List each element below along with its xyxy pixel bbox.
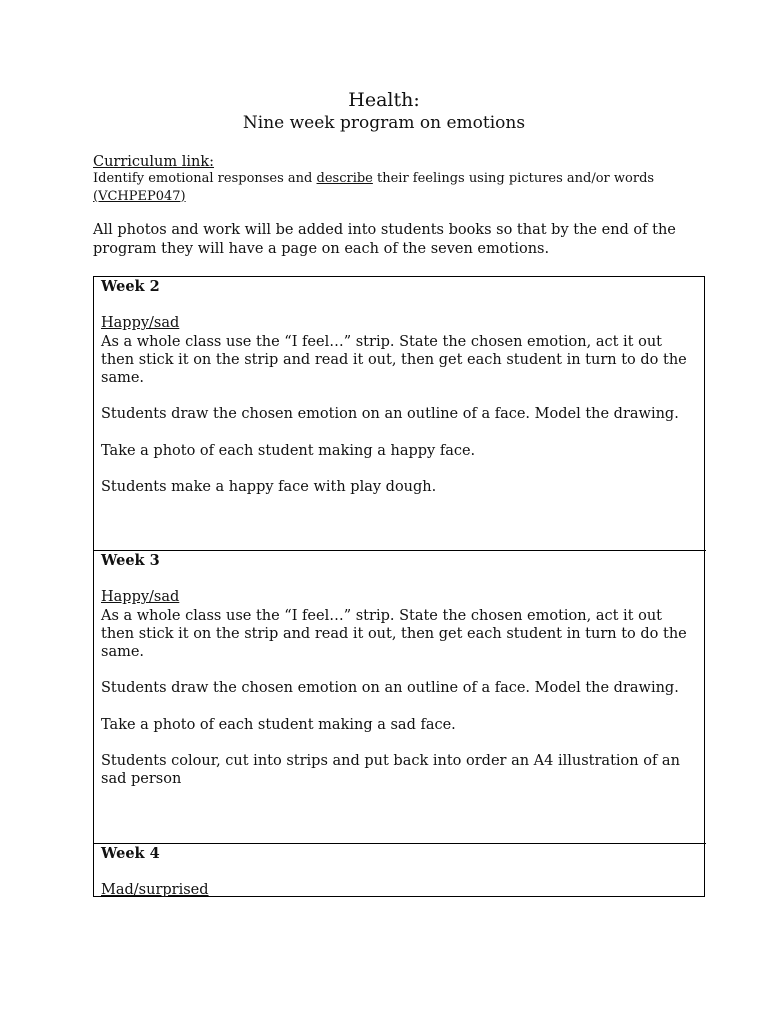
- week-topic: Happy/sad: [101, 589, 180, 606]
- week-label: Week 2: [101, 278, 160, 295]
- curriculum-text: [93, 170, 693, 205]
- curriculum-heading: Curriculum link:: [93, 154, 215, 170]
- week-cell-3: [94, 551, 706, 844]
- week-label: Week 3: [101, 552, 160, 569]
- week-cell-4: [94, 844, 706, 899]
- week-activity: Students make a happy face with play dough.: [101, 479, 437, 496]
- curriculum-code: (VCHPEP047): [93, 188, 186, 204]
- week-activity: As a whole class use the “I feel…” strip. State the chosen emotion, act it out then stick it on the strip and read it out, then get each student in turn to do the same.: [101, 333, 687, 386]
- curriculum-text-part1: Identify emotional responses and: [93, 171, 317, 186]
- intro-paragraph: All photos and work will be added into students books so that by the end of the program they will have a page on each of the seven emotions.: [93, 222, 676, 257]
- page-subtitle: Nine week program on emotions: [242, 113, 526, 133]
- week-label: Week 4: [101, 845, 160, 862]
- week-activity: Students colour, cut into strips and put back into order an A4 illustration of an sad person: [101, 753, 680, 788]
- curriculum-text-part2: their feelings using pictures and/or words: [372, 171, 655, 186]
- week-activity: Students draw the chosen emotion on an outline of a face. Model the drawing.: [101, 680, 679, 697]
- week-activity: Take a photo of each student making a happy face.: [101, 442, 476, 459]
- week-activity: Take a photo of each student making a sad face.: [101, 716, 456, 733]
- week-topic: Mad/surprised: [101, 882, 209, 899]
- curriculum-describe-link: describe: [316, 171, 373, 186]
- page-title: Health:: [348, 89, 420, 111]
- week-activity: Students draw the chosen emotion on an outline of a face. Model the drawing.: [101, 406, 679, 423]
- week-topic: Happy/sad: [101, 315, 180, 332]
- weeks-table: [93, 276, 705, 897]
- week-activity: As a whole class use the “I feel…” strip. State the chosen emotion, act it out then stick it on the strip and read it out, then get each student in turn to do the same.: [101, 607, 687, 660]
- week-cell-2: [94, 277, 706, 551]
